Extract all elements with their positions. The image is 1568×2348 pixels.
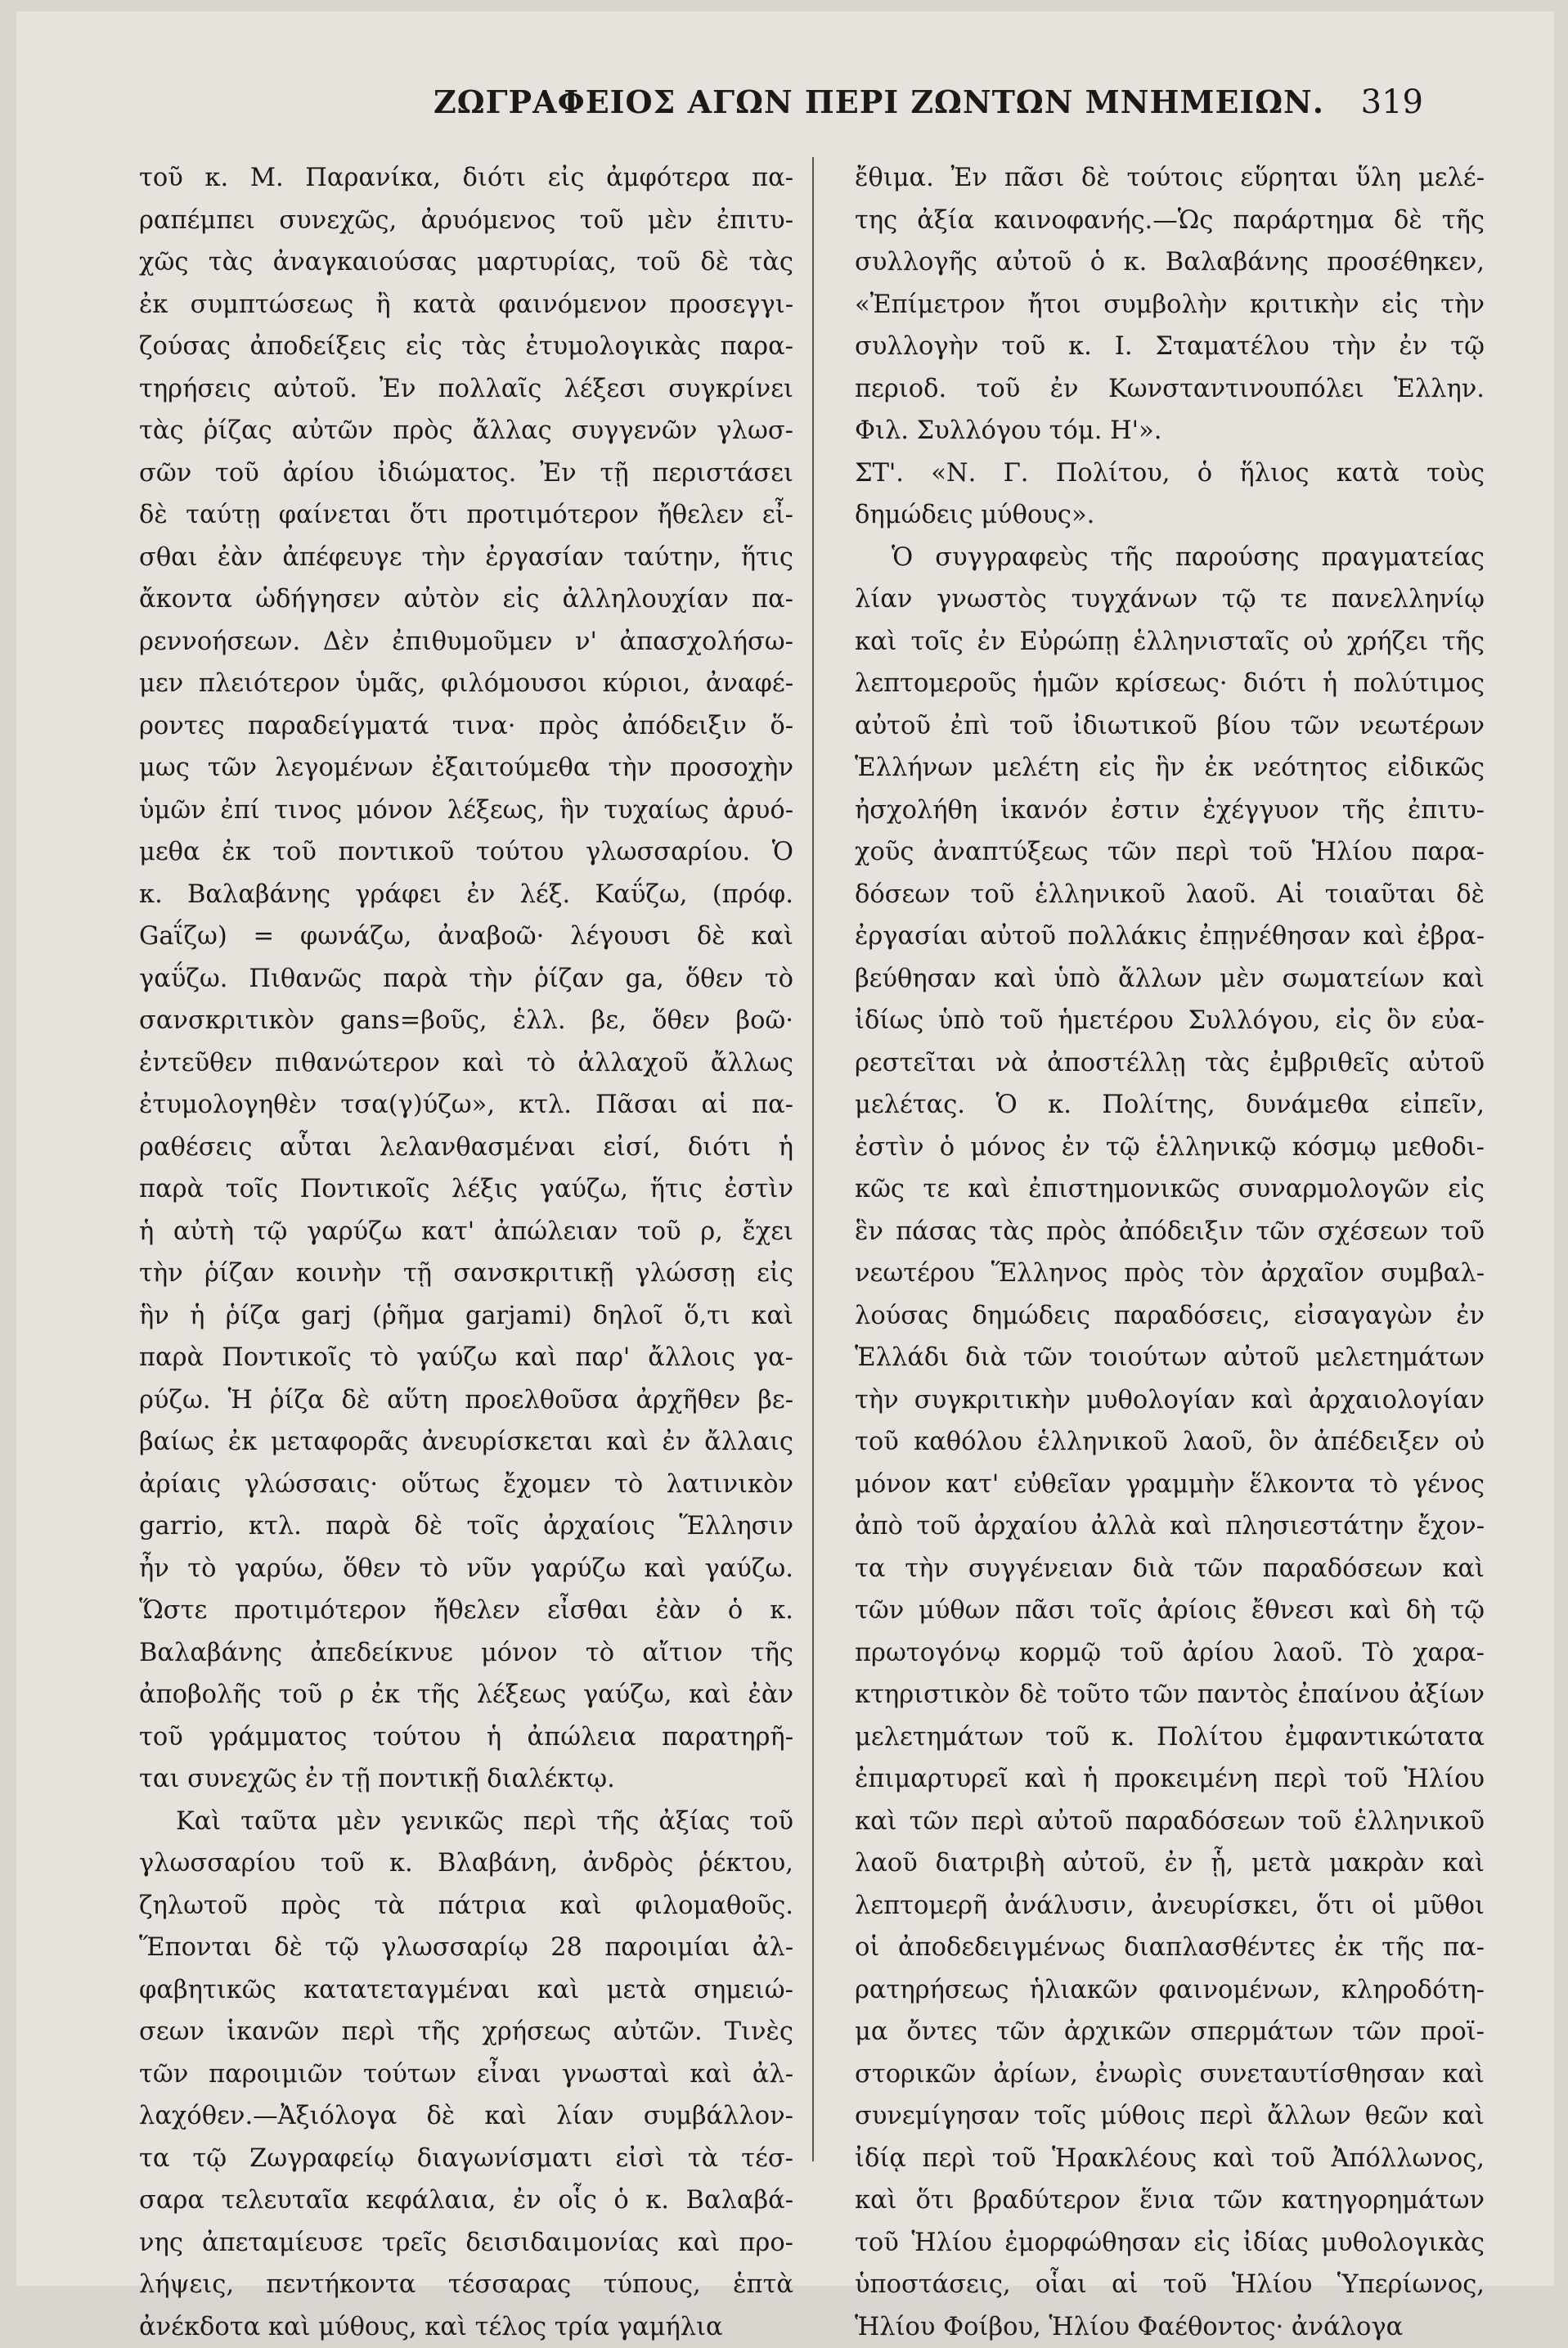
text-line: στορικῶν ἀρίων, ἐνωρὶς συνεταυτίσθησαν καὶ bbox=[855, 2053, 1485, 2096]
text-line: Ἑλλάδι διὰ τῶν τοιούτων αὐτοῦ μελετημάτων bbox=[855, 1337, 1485, 1379]
text-line: ρεστεῖται νὰ ἀποστέλλῃ τὰς ἐμβριθεῖς αὐτοῦ bbox=[855, 1042, 1485, 1085]
page-header bbox=[123, 83, 1423, 133]
text-line: δὲ ταύτῃ φαίνεται ὅτι προτιμότερον ἤθελεν εἶ- bbox=[139, 494, 793, 537]
text-line: μως τῶν λεγομένων ἐξαιτούμεθα τὴν προσοχὴν bbox=[139, 747, 793, 789]
text-line: ἠσχολήθη ἱκανόν ἐστιν ἐχέγγυον τῆς ἐπιτυ- bbox=[855, 789, 1485, 832]
text-line: ρεννοήσεων. Δὲν ἐπιθυμοῦμεν ν' ἀπασχολήσω- bbox=[139, 621, 793, 663]
text-line: ἡ αὐτὴ τῷ γαρύζω κατ' ἀπώλειαν τοῦ ρ, ἔχει bbox=[139, 1211, 793, 1253]
text-line: λεπτομεροῦς ἡμῶν κρίσεως· διότι ἡ πολύτιμος bbox=[855, 663, 1485, 705]
text-line: χῶς τὰς ἀναγκαιούσας μαρτυρίας, τοῦ δὲ τὰς bbox=[139, 241, 793, 284]
text-line: ται συνεχῶς ἐν τῇ ποντικῇ διαλέκτῳ. bbox=[139, 1758, 793, 1801]
text-line: τα τὴν συγγένειαν διὰ τῶν παραδόσεων καὶ bbox=[855, 1548, 1485, 1590]
text-line: ζούσας ἀποδείξεις εἰς τὰς ἐτυμολογικὰς παρα- bbox=[139, 326, 793, 368]
text-line: λίαν γνωστὸς τυγχάνων τῷ τε πανελληνίῳ bbox=[855, 578, 1485, 621]
text-line: ἐστὶν ὁ μόνος ἐν τῷ ἑλληνικῷ κόσμῳ μεθοδι- bbox=[855, 1127, 1485, 1169]
text-line: ἓν πάσας τὰς πρὸς ἀπόδειξιν τῶν σχέσεων τοῦ bbox=[855, 1211, 1485, 1253]
text-line: γαΰζω. Πιθανῶς παρὰ τὴν ῥίζαν ga, ὅθεν τὸ bbox=[139, 958, 793, 1001]
text-line: Ἕπονται δὲ τῷ γλωσσαρίῳ 28 παροιμίαι ἀλ- bbox=[139, 1927, 793, 1969]
text-line: Καὶ ταῦτα μὲν γενικῶς περὶ τῆς ἀξίας τοῦ bbox=[139, 1801, 793, 1843]
text-line: νεωτέρου Ἕλληνος πρὸς τὸν ἀρχαῖον συμβαλ- bbox=[855, 1253, 1485, 1295]
text-line: ἄκοντα ὡδήγησεν αὐτὸν εἰς ἀλληλουχίαν πα- bbox=[139, 578, 793, 621]
text-line: νης ἀπεταμίευσε τρεῖς δεισιδαιμονίας καὶ προ- bbox=[139, 2222, 793, 2265]
text-line: τοῦ γράμματος τούτου ἡ ἀπώλεια παρατηρῆ- bbox=[139, 1716, 793, 1759]
text-line: ἀποβολῆς τοῦ ρ ἐκ τῆς λέξεως γαύζω, καὶ ἐὰν bbox=[139, 1674, 793, 1716]
text-line: παρὰ Ποντικοῖς τὸ γαύζω καὶ παρ' ἄλλοις γα- bbox=[139, 1337, 793, 1379]
column-divider bbox=[812, 157, 814, 2161]
text-line: τῶν παροιμιῶν τούτων εἶναι γνωσταὶ καὶ ἀλ- bbox=[139, 2053, 793, 2096]
text-line: πρωτογόνῳ κορμῷ τοῦ ἀρίου λαοῦ. Τὸ χαρα- bbox=[855, 1632, 1485, 1675]
text-line: μεθα ἐκ τοῦ ποντικοῦ τούτου γλωσσαρίου. Ὁ bbox=[139, 831, 793, 874]
text-line: τὴν ῥίζαν κοινὴν τῇ σανσκριτικῇ γλώσσῃ εἰς bbox=[139, 1253, 793, 1295]
text-line: σθαι ἐὰν ἀπέφευγε τὴν ἐργασίαν ταύτην, ἥτις bbox=[139, 537, 793, 579]
text-line: τοῦ κ. Μ. Παρανίκα, διότι εἰς ἀμφότερα πα- bbox=[139, 157, 793, 200]
text-line: της ἀξία καινοφανής.—Ὡς παράρτημα δὲ τῆς bbox=[855, 200, 1485, 242]
left-text-column bbox=[139, 157, 793, 2348]
text-line: μα ὄντες τῶν ἀρχικῶν σπερμάτων τῶν προϊ- bbox=[855, 2011, 1485, 2053]
text-line: ἔθιμα. Ἐν πᾶσι δὲ τούτοις εὕρηται ὕλη μελέ- bbox=[855, 157, 1485, 200]
text-line: ἦν τὸ γαρύω, ὅθεν τὸ νῦν γαρύζω καὶ γαύζω. bbox=[139, 1548, 793, 1590]
text-line: καὶ ὅτι βραδύτερον ἕνια τῶν κατηγορημάτων bbox=[855, 2179, 1485, 2222]
text-line: βεύθησαν καὶ ὑπὸ ἄλλων μὲν σωματείων καὶ bbox=[855, 958, 1485, 1001]
text-line: κτηριστικὸν δὲ τοῦτο τῶν παντὸς ἐπαίνου ἀξίων bbox=[855, 1674, 1485, 1716]
text-line: λήψεις, πεντήκοντα τέσσαρας τύπους, ἑπτὰ bbox=[139, 2264, 793, 2306]
text-line: λούσας δημώδεις παραδόσεις, εἰσαγαγὼν ἐν bbox=[855, 1295, 1485, 1338]
text-line: ἐργασίαι αὐτοῦ πολλάκις ἐπῃνέθησαν καὶ ἐβρα- bbox=[855, 915, 1485, 958]
text-line: κ. Βαλαβάνης γράφει ἐν λέξ. Καΰζω, (πρόφ. bbox=[139, 874, 793, 916]
text-line: ἐτυμολογηθὲν τσα(γ)ύζω», κτλ. Πᾶσαι αἱ πα- bbox=[139, 1084, 793, 1127]
text-line: συλλογὴν τοῦ κ. Ι. Σταματέλου τὴν ἐν τῷ bbox=[855, 326, 1485, 368]
text-line: τοῦ Ἡλίου ἐμορφώθησαν εἰς ἰδίας μυθολογικὰς bbox=[855, 2222, 1485, 2265]
right-text-column bbox=[855, 157, 1485, 2348]
text-line: μεν πλειότερον ὑμᾶς, φιλόμουσοι κύριοι, ἀναφέ- bbox=[139, 663, 793, 705]
text-line: τα τῷ Ζωγραφείῳ διαγωνίσματι εἰσὶ τὰ τέσ- bbox=[139, 2138, 793, 2180]
text-line: τῶν μύθων πᾶσι τοῖς ἀρίοις ἔθνεσι καὶ δὴ τῷ bbox=[855, 1590, 1485, 1632]
text-line: παρὰ τοῖς Ποντικοῖς λέξις γαύζω, ἥτις ἐστὶν bbox=[139, 1168, 793, 1211]
text-line: garrio, κτλ. παρὰ δὲ τοῖς ἀρχαίοις Ἕλλησιν bbox=[139, 1505, 793, 1548]
text-line: φαβητικῶς κατατεταγμέναι καὶ μετὰ σημειώ- bbox=[139, 1969, 793, 2012]
text-line: ὑμῶν ἐπί τινος μόνον λέξεως, ἣν τυχαίως ἀρυό- bbox=[139, 789, 793, 832]
running-title: ΖΩΓΡΑΦΕΙΟΣ ΑΓΩΝ ΠΕΡΙ ΖΩΝΤΩΝ ΜΝΗΜΕΙΩΝ. bbox=[434, 83, 1324, 120]
text-line: μόνον κατ' εὐθεῖαν γραμμὴν ἕλκοντα τὸ γένος bbox=[855, 1464, 1485, 1506]
text-line: μελετημάτων τοῦ κ. Πολίτου ἐμφαντικώτατα bbox=[855, 1716, 1485, 1759]
text-line: ζηλωτοῦ πρὸς τὰ πάτρια καὶ φιλομαθοῦς. bbox=[139, 1885, 793, 1927]
text-line: ὑποστάσεις, οἷαι αἱ τοῦ Ἡλίου Ὑπερίωνος, bbox=[855, 2264, 1485, 2306]
page-number: 319 bbox=[1361, 83, 1423, 121]
text-line: ρατηρήσεως ἡλιακῶν φαινομένων, κληροδότη- bbox=[855, 1969, 1485, 2012]
text-line: ΣΤ'. «Ν. Γ. Πολίτου, ὁ ἥλιος κατὰ τοὺς bbox=[855, 452, 1485, 495]
text-line: καὶ τοῖς ἐν Εὐρώπῃ ἑλληνισταῖς οὐ χρήζει τῆς bbox=[855, 621, 1485, 663]
text-line: ἀνέκδοτα καὶ μύθους, καὶ τέλος τρία γαμήλια bbox=[139, 2306, 793, 2348]
text-line: σανσκριτικὸν gans=βοῦς, ἑλλ. βε, ὅθεν βοῶ· bbox=[139, 1000, 793, 1042]
text-line: τὴν συγκριτικὴν μυθολογίαν καὶ ἀρχαιολογίαν bbox=[855, 1379, 1485, 1422]
text-line: ἐκ συμπτώσεως ἢ κατὰ φαινόμενον προσεγγι- bbox=[139, 284, 793, 326]
text-line: δημώδεις μύθους». bbox=[855, 494, 1485, 537]
text-line: ἀπὸ τοῦ ἀρχαίου ἀλλὰ καὶ πλησιεστάτην ἔχον- bbox=[855, 1505, 1485, 1548]
text-line: ἰδίως ὑπὸ τοῦ ἡμετέρου Συλλόγου, εἰς ὃν εὐα- bbox=[855, 1000, 1485, 1042]
text-line: Ὁ συγγραφεὺς τῆς παρούσης πραγματείας bbox=[855, 537, 1485, 579]
text-line: συνεμίγησαν τοῖς μύθοις περὶ ἄλλων θεῶν καὶ bbox=[855, 2095, 1485, 2138]
text-line: συλλογῆς αὐτοῦ ὁ κ. Βαλαβάνης προσέθηκεν, bbox=[855, 241, 1485, 284]
text-line: ἐπιμαρτυρεῖ καὶ ἡ προκειμένη περὶ τοῦ Ἡλίου bbox=[855, 1758, 1485, 1801]
text-line: τοῦ καθόλου ἑλληνικοῦ λαοῦ, ὃν ἀπέδειξεν οὐ bbox=[855, 1421, 1485, 1464]
text-line: σεων ἱκανῶν περὶ τῆς χρήσεως αὐτῶν. Τινὲς bbox=[139, 2011, 793, 2053]
text-line: οἱ ἀποδεδειγμένως διαπλασθέντες ἐκ τῆς πα- bbox=[855, 1927, 1485, 1969]
text-line: δόσεων τοῦ ἑλληνικοῦ λαοῦ. Αἱ τοιαῦται δὲ bbox=[855, 874, 1485, 916]
text-line: ραπέμπει συνεχῶς, ἀρυόμενος τοῦ μὲν ἐπιτυ- bbox=[139, 200, 793, 242]
text-line: χοῦς ἀναπτύξεως τῶν περὶ τοῦ Ἡλίου παρα- bbox=[855, 831, 1485, 874]
text-line: ἰδίᾳ περὶ τοῦ Ἡρακλέους καὶ τοῦ Ἀπόλλωνος, bbox=[855, 2138, 1485, 2180]
book-page bbox=[16, 11, 1554, 2286]
text-line: σῶν τοῦ ἀρίου ἰδιώματος. Ἐν τῇ περιστάσει bbox=[139, 452, 793, 495]
text-line: τηρήσεις αὐτοῦ. Ἐν πολλαῖς λέξεσι συγκρίνει bbox=[139, 368, 793, 411]
text-line: περιοδ. τοῦ ἐν Κωνσταντινουπόλει Ἑλλην. bbox=[855, 368, 1485, 411]
text-line: ἐντεῦθεν πιθανώτερον καὶ τὸ ἀλλαχοῦ ἄλλως bbox=[139, 1042, 793, 1085]
text-line: βαίως ἐκ μεταφορᾶς ἀνευρίσκεται καὶ ἐν ἄλλαις bbox=[139, 1421, 793, 1464]
text-line: Βαλαβάνης ἀπεδείκνυε μόνον τὸ αἴτιον τῆς bbox=[139, 1632, 793, 1675]
text-line: ραθέσεις αὗται λελανθασμέναι εἰσί, διότι ἡ bbox=[139, 1127, 793, 1169]
text-line: ροντες παραδείγματά τινα· πρὸς ἀπόδειξιν ὅ- bbox=[139, 705, 793, 748]
text-line: λεπτομερῆ ἀνάλυσιν, ἀνευρίσκει, ὅτι οἱ μῦθοι bbox=[855, 1885, 1485, 1927]
text-line: ρύζω. Ἡ ῥίζα δὲ αὕτη προελθοῦσα ἀρχῆθεν βε- bbox=[139, 1379, 793, 1422]
text-line: ἀρίαις γλώσσαις· οὕτως ἔχομεν τὸ λατινικὸν bbox=[139, 1464, 793, 1506]
text-line: κῶς τε καὶ ἐπιστημονικῶς συναρμολογῶν εἰς bbox=[855, 1168, 1485, 1211]
text-line: λαχόθεν.—Ἀξιόλογα δὲ καὶ λίαν συμβάλλον- bbox=[139, 2095, 793, 2138]
text-line: Φιλ. Συλλόγου τόμ. Η'». bbox=[855, 410, 1485, 452]
text-line: Ἡλίου Φοίβου, Ἡλίου Φαέθοντος· ἀνάλογα bbox=[855, 2306, 1485, 2348]
text-line: γλωσσαρίου τοῦ κ. Βλαβάνη, ἀνδρὸς ῥέκτου, bbox=[139, 1842, 793, 1885]
text-line: αὐτοῦ ἐπὶ τοῦ ἰδιωτικοῦ βίου τῶν νεωτέρων bbox=[855, 705, 1485, 748]
text-line: μελέτας. Ὁ κ. Πολίτης, δυνάμεθα εἰπεῖν, bbox=[855, 1084, 1485, 1127]
text-line: τὰς ῥίζας αὐτῶν πρὸς ἄλλας συγγενῶν γλωσ- bbox=[139, 410, 793, 452]
text-line: λαοῦ διατριβὴ αὐτοῦ, ἐν ᾗ, μετὰ μακρὰν καὶ bbox=[855, 1842, 1485, 1885]
text-line: Ἑλλήνων μελέτη εἰς ἣν ἐκ νεότητος εἰδικῶς bbox=[855, 747, 1485, 789]
text-line: Ὥστε προτιμότερον ἤθελεν εἶσθαι ἐὰν ὁ κ. bbox=[139, 1590, 793, 1632]
text-line: σαρα τελευταῖα κεφάλαια, ἐν οἷς ὁ κ. Βαλαβά- bbox=[139, 2179, 793, 2222]
text-line: Gaΐζω) = φωνάζω, ἀναβοῶ· λέγουσι δὲ καὶ bbox=[139, 915, 793, 958]
text-line: «Ἐπίμετρον ἤτοι συμβολὴν κριτικὴν εἰς τὴν bbox=[855, 284, 1485, 326]
text-line: ἣν ἡ ῥίζα garj (ῥῆμα garjami) δηλοῖ ὅ,τι καὶ bbox=[139, 1295, 793, 1338]
text-line: καὶ τῶν περὶ αὐτοῦ παραδόσεων τοῦ ἑλληνικοῦ bbox=[855, 1801, 1485, 1843]
